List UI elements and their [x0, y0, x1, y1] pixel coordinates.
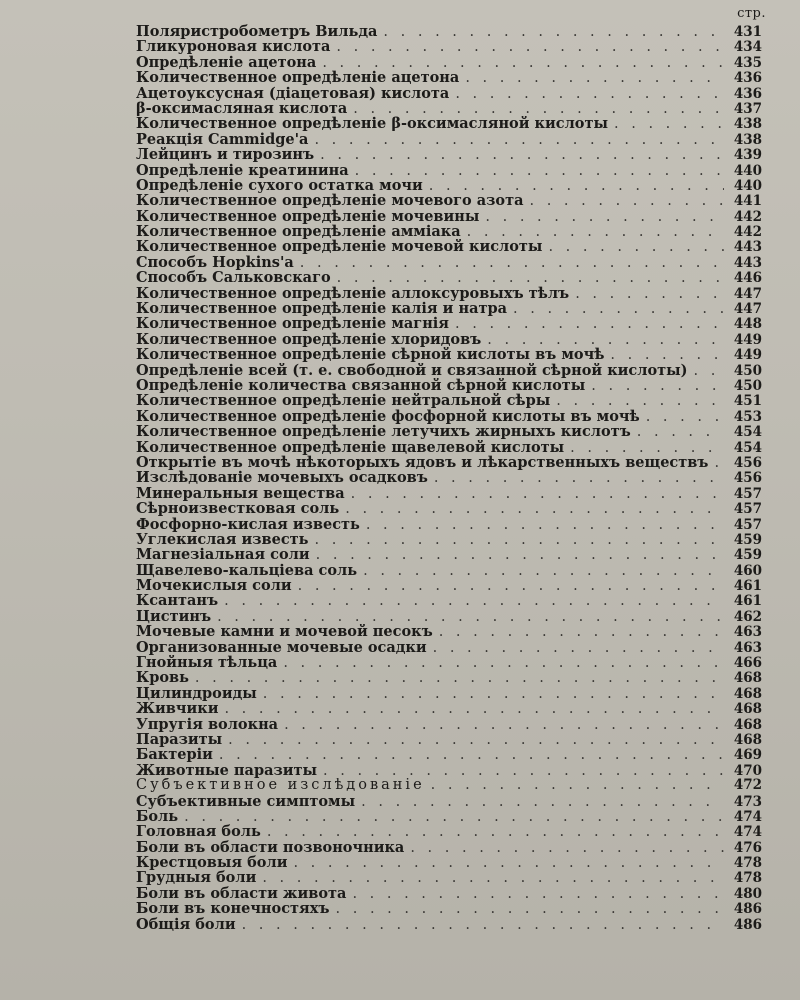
- toc-entry: [136, 670, 762, 685]
- toc-entry-page-number: 437: [733, 100, 762, 117]
- toc-entry-page-number: 435: [733, 54, 762, 71]
- dot-leader: [242, 918, 724, 932]
- toc-entry-title: Поляристробометръ Вильда: [136, 24, 378, 40]
- toc-entry-title: Щавелево-кальціева соль: [136, 562, 358, 579]
- toc-entry: [136, 578, 762, 593]
- dot-leader: [465, 71, 724, 85]
- toc-entry-page-number: 486: [733, 916, 762, 933]
- dot-leader: [336, 40, 724, 54]
- toc-entry-page-number: 457: [733, 501, 762, 517]
- toc-entry: [136, 640, 762, 655]
- dot-leader: [345, 502, 724, 516]
- toc-entry: [136, 655, 762, 670]
- toc-entry-title: Гликуроновая кислота: [136, 39, 331, 55]
- toc-entry: [136, 116, 762, 131]
- dot-leader: [485, 210, 724, 224]
- dot-leader: [363, 564, 724, 578]
- toc-entry-page-number: 468: [733, 670, 762, 686]
- toc-entry-page-number: 448: [733, 316, 762, 332]
- toc-entry-page-number: 468: [733, 701, 762, 717]
- dot-leader: [591, 379, 724, 393]
- toc-entry: [136, 363, 762, 378]
- toc-entry-title: Цилиндроиды: [136, 685, 257, 702]
- toc-entry-page-number: 443: [733, 254, 762, 271]
- toc-entry: [136, 901, 762, 916]
- toc-entry-title: Головная боль: [136, 824, 261, 840]
- toc-entry: [136, 86, 762, 101]
- dot-leader: [455, 317, 724, 331]
- toc-entry-title: Бактеріи: [136, 747, 213, 763]
- toc-entry: [136, 763, 762, 778]
- dot-leader: [320, 148, 724, 162]
- toc-entry-page-number: 473: [733, 793, 762, 809]
- dot-leader: [433, 641, 724, 655]
- dot-leader: [184, 810, 724, 824]
- toc-entry: [136, 563, 762, 578]
- toc-entry: [136, 70, 762, 85]
- toc-entry-page-number: 472: [733, 778, 762, 794]
- toc-entry: [136, 440, 762, 455]
- dot-leader: [228, 733, 724, 747]
- toc-entry-title: Животные паразиты: [136, 762, 318, 779]
- toc-entry: [136, 178, 762, 193]
- toc-entry-page-number: 463: [733, 624, 762, 640]
- dot-leader: [366, 518, 724, 532]
- toc-entry: [136, 193, 762, 208]
- toc-entry: [136, 101, 762, 116]
- toc-entry: [136, 501, 762, 516]
- toc-entry-title: Упругія волокна: [136, 716, 279, 732]
- toc-entry-title: Количественное опредѣленіе калія и натра: [136, 301, 508, 317]
- toc-entry: [136, 886, 762, 901]
- toc-entry-page-number: 468: [733, 731, 762, 748]
- toc-entry-title: Общія боли: [136, 916, 236, 933]
- toc-entry: [136, 794, 762, 809]
- toc-entry-page-number: 459: [733, 531, 762, 548]
- toc-entry-page-number: 440: [733, 162, 762, 178]
- toc-entry: [136, 624, 762, 639]
- toc-entry-page-number: 436: [733, 70, 762, 86]
- dot-leader: [284, 718, 724, 732]
- toc-entry-title: Организованные мочевые осадки: [136, 639, 427, 656]
- toc-entry-page-number: 474: [733, 824, 762, 840]
- toc-entry-title: Количественное опредѣленіе амміака: [136, 224, 461, 240]
- toc-entry: [136, 209, 762, 224]
- toc-entry: [136, 855, 762, 870]
- toc-entry: [136, 517, 762, 532]
- toc-entry-page-number: 453: [733, 408, 762, 425]
- toc-entry-page-number: 449: [733, 347, 762, 363]
- dot-leader: [283, 656, 724, 670]
- dot-leader: [322, 56, 724, 70]
- toc-entry: [136, 609, 762, 624]
- toc-entry-page-number: 441: [733, 193, 762, 209]
- toc-entry-page-number: 463: [733, 639, 762, 656]
- dot-leader: [267, 825, 724, 839]
- toc-entry-title: Мочекислыя соли: [136, 578, 292, 594]
- dot-leader: [195, 671, 724, 685]
- dot-leader: [323, 764, 724, 778]
- dot-leader: [714, 456, 724, 470]
- toc-entry-page-number: 438: [733, 131, 762, 148]
- toc-entry-title: Количественное опредѣленіе β-оксимасляной кислоты: [136, 116, 609, 132]
- dot-leader: [575, 287, 724, 301]
- toc-entry: [136, 239, 762, 254]
- toc-entry: [136, 870, 762, 885]
- toc-entry-page-number: 454: [733, 424, 762, 440]
- toc-entry-title: Реакція Cammidge'а: [136, 131, 309, 148]
- toc-entry: [136, 917, 762, 932]
- toc-entry-title: Живчики: [136, 701, 219, 717]
- dot-leader: [529, 194, 724, 208]
- toc-entry-page-number: 450: [733, 377, 762, 394]
- dot-leader: [224, 594, 724, 608]
- toc-entry: [136, 809, 762, 824]
- toc-entry-page-number: 459: [733, 547, 762, 563]
- dot-leader: [439, 625, 724, 639]
- toc-entry: [136, 316, 762, 331]
- dot-leader: [431, 778, 724, 793]
- table-of-contents: [136, 24, 762, 932]
- toc-entry-title: Опредѣленіе креатинина: [136, 162, 349, 178]
- dot-leader: [637, 425, 724, 439]
- toc-entry-title: Мочевые камни и мочевой песокъ: [136, 624, 433, 640]
- toc-entry-page-number: 434: [733, 39, 762, 55]
- toc-entry-page-number: 478: [733, 870, 762, 886]
- toc-entry-title: Количественное опредѣленіе мочевой кислоты: [136, 239, 543, 255]
- dot-leader: [353, 102, 724, 116]
- toc-entry-title: Количественное опредѣленіе аллоксуровыхъ тѣлъ: [136, 285, 570, 302]
- toc-entry-title: Количественное опредѣленіе магнія: [136, 316, 450, 332]
- toc-entry-page-number: 478: [733, 855, 762, 871]
- toc-entry-page-number: 461: [733, 578, 762, 594]
- toc-entry-title: Количественное опредѣленіе летучихъ жирныхъ кислотъ: [136, 424, 631, 440]
- toc-entry-title: Количественное опредѣленіе нейтральной сѣры: [136, 393, 551, 409]
- dot-leader: [646, 410, 724, 424]
- toc-entry-title: Гнойныя тѣльца: [136, 655, 278, 671]
- toc-entry-title: Боли въ области живота: [136, 885, 347, 902]
- toc-entry-title: Боль: [136, 808, 179, 825]
- dot-leader: [316, 548, 724, 562]
- toc-entry-title: Количественное опредѣленіе хлоридовъ: [136, 331, 482, 348]
- toc-entry-title: Субъективные симптомы: [136, 793, 356, 809]
- toc-entry: [136, 486, 762, 501]
- toc-entry: [136, 455, 762, 470]
- toc-entry: [136, 686, 762, 701]
- toc-entry-title: Опредѣленіе ацетона: [136, 54, 317, 71]
- toc-entry: [136, 147, 762, 162]
- toc-entry-title: β-оксимасляная кислота: [136, 100, 348, 117]
- toc-entry-title: Способъ Hopkins'а: [136, 254, 294, 271]
- dot-leader: [383, 25, 724, 39]
- toc-entry-title: Ацетоуксусная (діацетовая) кислота: [136, 85, 450, 101]
- toc-entry-title: Боли въ конечностяхъ: [136, 901, 330, 917]
- toc-entry-page-number: 447: [733, 301, 762, 317]
- toc-entry-page-number: 474: [733, 808, 762, 825]
- toc-entry-title: Грудныя боли: [136, 870, 257, 886]
- toc-entry-title: Количественное опредѣленіе фосфорной кислоты въ мочѣ: [136, 408, 640, 425]
- dot-leader: [217, 610, 724, 624]
- dot-leader: [429, 179, 724, 193]
- toc-entry: [136, 347, 762, 362]
- dot-leader: [487, 333, 724, 347]
- toc-entry-page-number: 447: [733, 285, 762, 302]
- toc-entry-page-number: 457: [733, 485, 762, 502]
- toc-entry-page-number: 470: [733, 762, 762, 779]
- toc-entry: [136, 393, 762, 408]
- toc-entry: [136, 424, 762, 439]
- toc-entry-title: Цистинъ: [136, 608, 212, 625]
- toc-entry: [136, 470, 762, 485]
- toc-entry-page-number: 457: [733, 516, 762, 532]
- toc-entry-title: Лейцинъ и тирозинъ: [136, 147, 315, 163]
- dot-leader: [548, 240, 724, 254]
- dot-leader: [410, 841, 724, 855]
- toc-entry: [136, 270, 762, 285]
- toc-entry-page-number: 460: [733, 562, 762, 579]
- toc-entry: [136, 409, 762, 424]
- dot-leader: [352, 887, 724, 901]
- toc-entry-title: Паразиты: [136, 731, 223, 748]
- toc-entry: [136, 778, 762, 793]
- toc-entry-title: Боли въ области позвоночника: [136, 839, 405, 856]
- toc-entry-title: Фосфорно-кислая известь: [136, 516, 360, 532]
- toc-entry-page-number: 468: [733, 685, 762, 702]
- toc-entry-title: Опредѣленіе сухого остатка мочи: [136, 177, 423, 194]
- toc-entry: [136, 732, 762, 747]
- toc-entry-title: Опредѣленіе количества связанной сѣрной кислоты: [136, 377, 586, 394]
- toc-entry-title: Количественное опредѣленіе ацетона: [136, 70, 460, 86]
- toc-entry: [136, 255, 762, 270]
- toc-entry: [136, 286, 762, 301]
- dot-leader: [694, 364, 724, 378]
- dot-leader: [293, 856, 724, 870]
- toc-entry: [136, 301, 762, 316]
- dot-leader: [315, 533, 725, 547]
- toc-entry-page-number: 438: [733, 116, 762, 132]
- toc-entry-page-number: 456: [733, 454, 762, 471]
- dot-leader: [570, 441, 724, 455]
- toc-entry-page-number: 486: [733, 901, 762, 917]
- dot-leader: [262, 871, 724, 885]
- toc-entry: [136, 532, 762, 547]
- dot-leader: [314, 133, 724, 147]
- toc-entry: [136, 163, 762, 178]
- toc-entry-title: Субъективное изслѣдованіе: [136, 778, 425, 794]
- toc-entry-page-number: 449: [733, 331, 762, 348]
- toc-entry-page-number: 440: [733, 177, 762, 194]
- toc-entry-page-number: 454: [733, 439, 762, 455]
- page-column-label: стр.: [737, 6, 766, 21]
- toc-entry-page-number: 436: [733, 85, 762, 101]
- toc-entry-page-number: 468: [733, 716, 762, 732]
- toc-entry-title: Опредѣленіе всей (т. е. свободной и связанной сѣрной кислоты): [136, 362, 688, 378]
- dot-leader: [300, 256, 724, 270]
- toc-entry-title: Магнезіальная соли: [136, 547, 310, 563]
- toc-entry: [136, 224, 762, 239]
- toc-entry-title: Кровь: [136, 670, 189, 686]
- toc-entry: [136, 747, 762, 762]
- dot-leader: [361, 795, 724, 809]
- toc-entry-title: Ксантанъ: [136, 593, 219, 609]
- dot-leader: [336, 902, 724, 916]
- toc-entry: [136, 378, 762, 393]
- toc-entry-title: Минеральныя вещества: [136, 485, 345, 502]
- toc-entry-page-number: 469: [733, 747, 762, 763]
- dot-leader: [614, 117, 724, 131]
- dot-leader: [434, 471, 724, 485]
- toc-entry: [136, 717, 762, 732]
- dot-leader: [610, 348, 724, 362]
- toc-entry-title: Количественное опредѣленіе мочевого азота: [136, 193, 524, 209]
- toc-entry-title: Сѣрноизвестковая соль: [136, 501, 340, 517]
- toc-entry-title: Способъ Сальковскаго: [136, 270, 331, 286]
- toc-entry-page-number: 461: [733, 593, 762, 609]
- toc-entry-page-number: 442: [733, 224, 762, 240]
- toc-entry-page-number: 431: [733, 24, 762, 40]
- toc-entry-page-number: 456: [733, 470, 762, 486]
- toc-entry: [136, 39, 762, 54]
- toc-entry-title: Углекислая известь: [136, 531, 309, 548]
- toc-entry-title: Открытіе въ мочѣ нѣкоторыхъ ядовъ и лѣкарственныхъ веществъ: [136, 454, 709, 471]
- toc-entry: [136, 593, 762, 608]
- dot-leader: [219, 748, 724, 762]
- dot-leader: [513, 302, 724, 316]
- toc-entry-page-number: 480: [733, 885, 762, 902]
- dot-leader: [355, 164, 724, 178]
- dot-leader: [298, 579, 724, 593]
- toc-entry-page-number: 443: [733, 239, 762, 255]
- dot-leader: [351, 487, 724, 501]
- toc-entry-page-number: 442: [733, 208, 762, 225]
- toc-entry: [136, 547, 762, 562]
- toc-entry: [136, 332, 762, 347]
- toc-entry-page-number: 446: [733, 270, 762, 286]
- dot-leader: [556, 394, 724, 408]
- toc-entry: [136, 840, 762, 855]
- toc-entry-page-number: 462: [733, 608, 762, 625]
- toc-entry: [136, 701, 762, 716]
- toc-entry-title: Крестцовыя боли: [136, 855, 288, 871]
- toc-entry-page-number: 439: [733, 147, 762, 163]
- toc-entry: [136, 824, 762, 839]
- toc-entry-title: Количественное опредѣленіе мочевины: [136, 208, 480, 225]
- toc-entry-page-number: 450: [733, 362, 762, 378]
- toc-entry-title: Изслѣдованіе мочевыхъ осадковъ: [136, 470, 428, 486]
- toc-entry: [136, 24, 762, 39]
- dot-leader: [467, 225, 724, 239]
- toc-entry-title: Количественное опредѣленіе щавелевой кислоты: [136, 439, 565, 455]
- toc-entry-page-number: 466: [733, 655, 762, 671]
- toc-entry: [136, 132, 762, 147]
- toc-entry-page-number: 476: [733, 839, 762, 856]
- toc-entry-title: Количественное опредѣленіе сѣрной кислоты въ мочѣ: [136, 347, 605, 363]
- dot-leader: [224, 702, 724, 716]
- dot-leader: [455, 87, 724, 101]
- toc-entry: [136, 55, 762, 70]
- dot-leader: [337, 271, 724, 285]
- dot-leader: [263, 687, 724, 701]
- toc-entry-page-number: 451: [733, 393, 762, 409]
